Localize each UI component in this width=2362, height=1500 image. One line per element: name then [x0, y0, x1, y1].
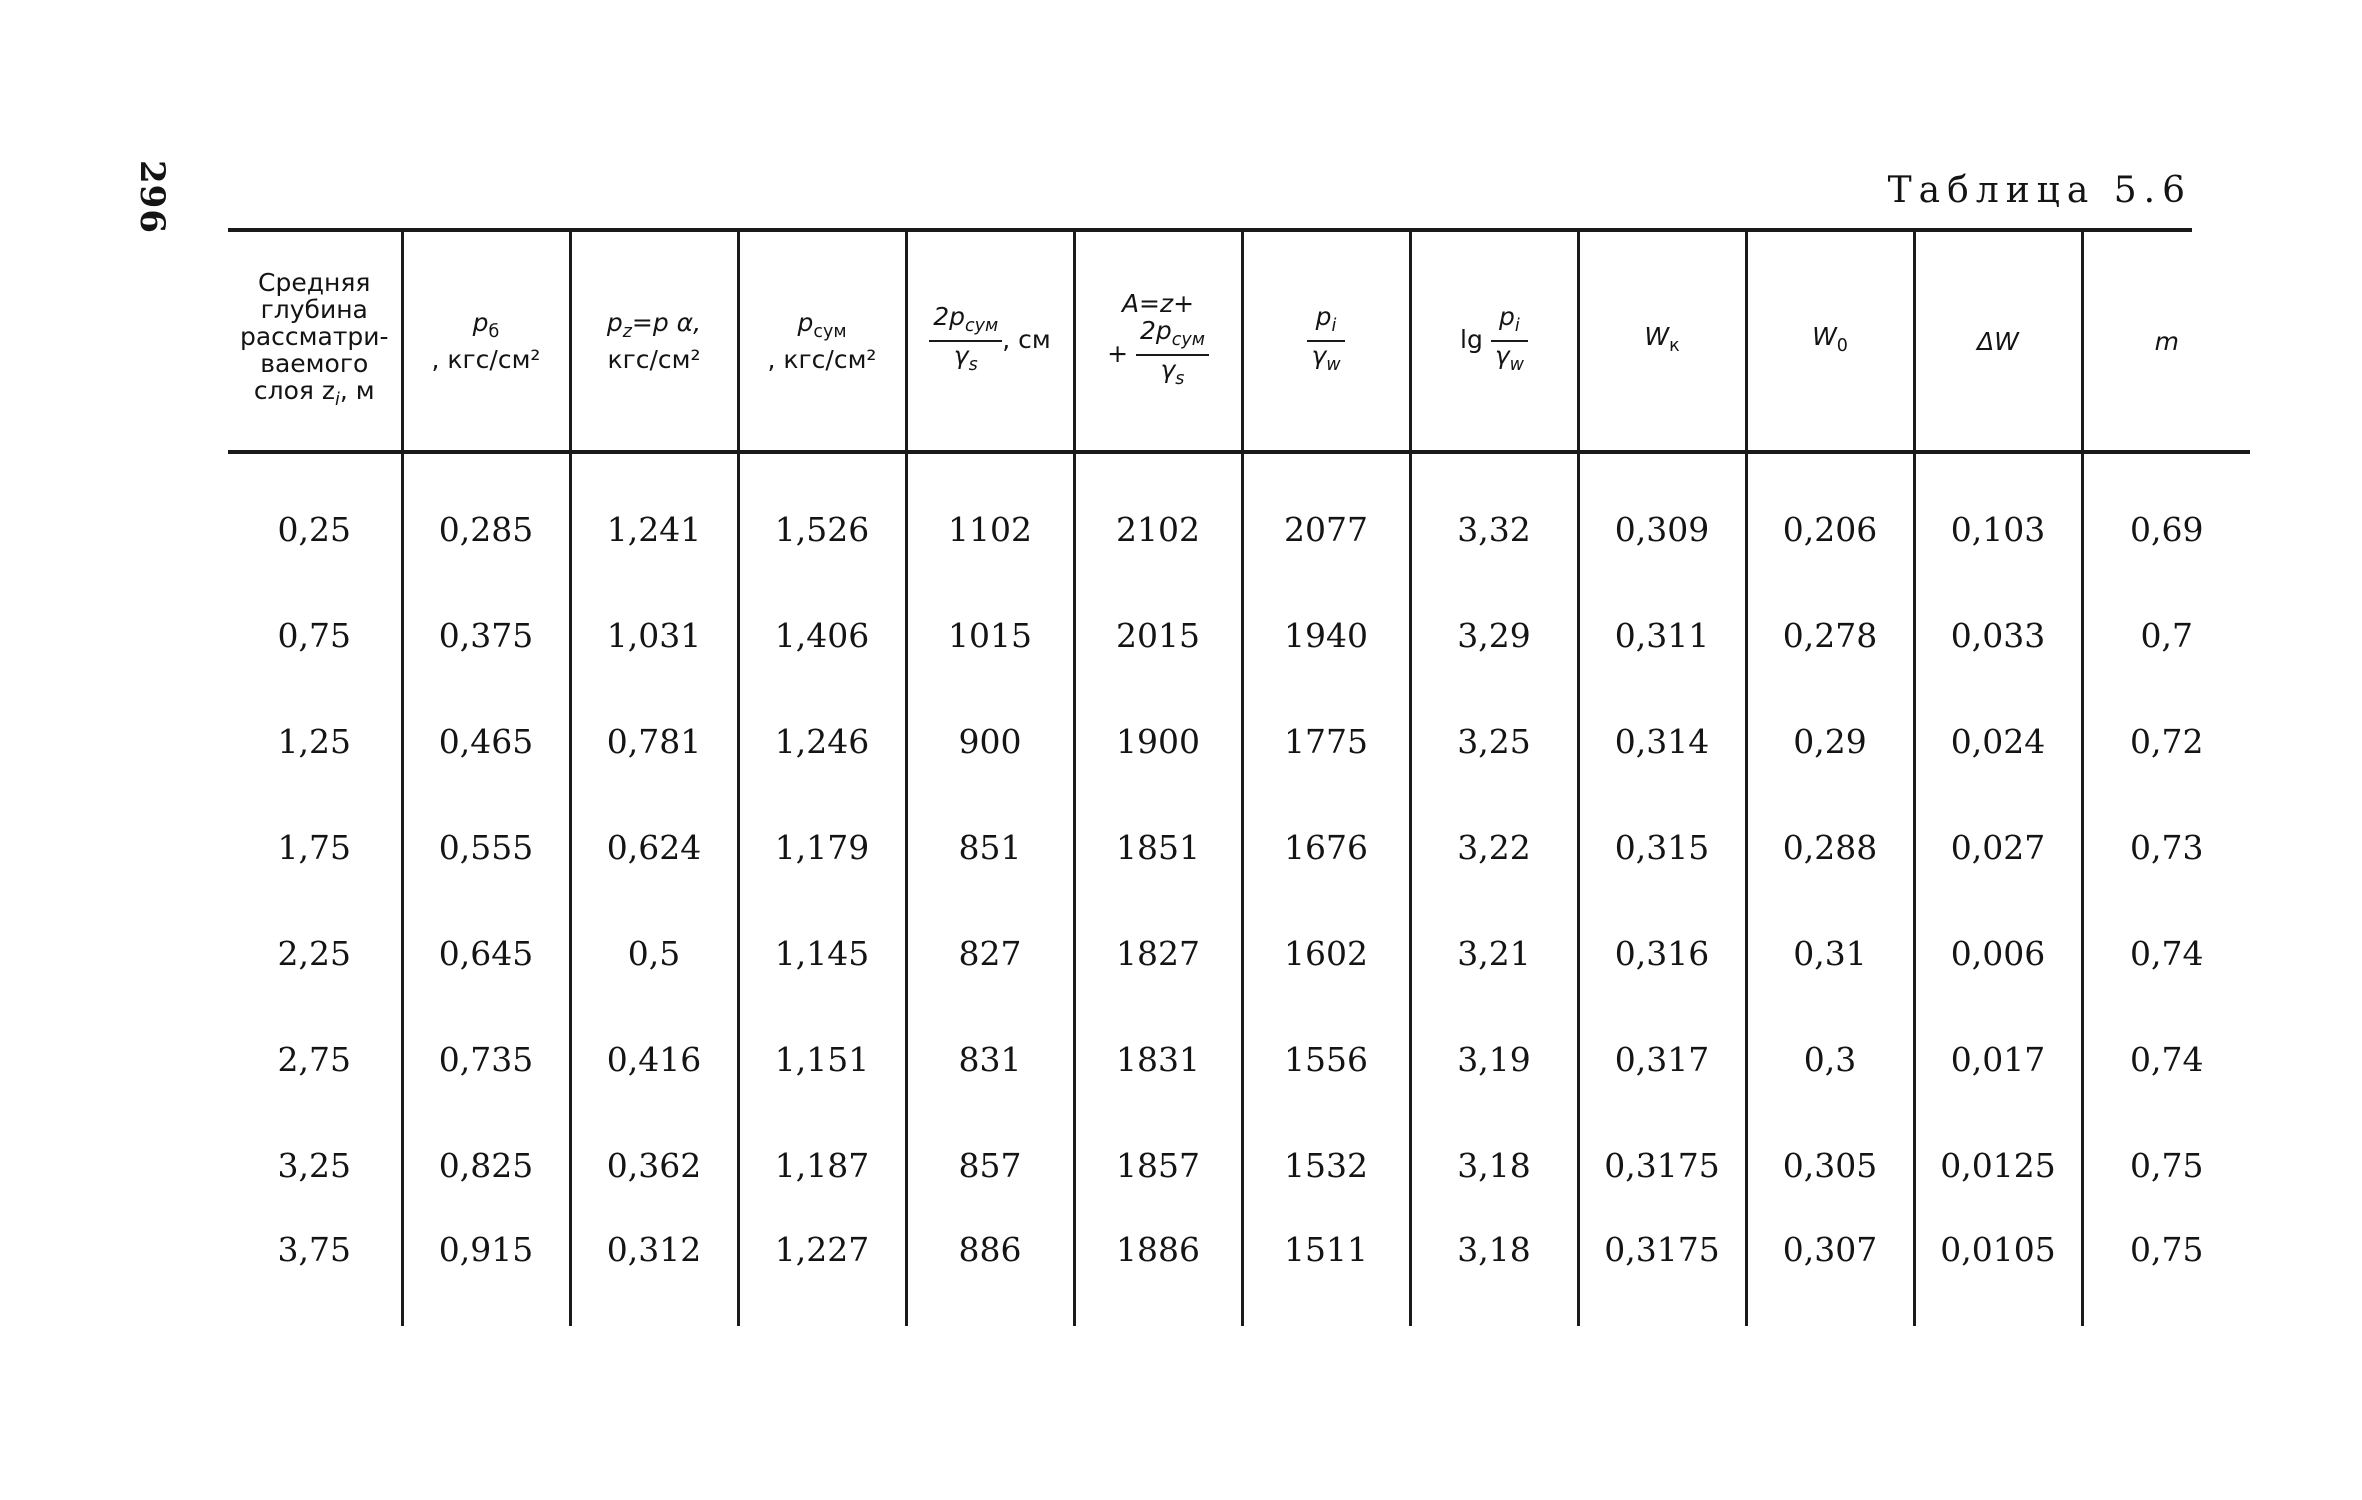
table-cell: 2015 — [1074, 582, 1242, 688]
table-cell: 0,0105 — [1914, 1218, 2082, 1326]
table-cell: 0,006 — [1914, 900, 2082, 1006]
table-cell: 0,825 — [402, 1112, 570, 1218]
header-p-sum: $p_{сум}$ , кгс/см² — [738, 232, 906, 452]
header-wk: $W_к$ — [1578, 232, 1746, 452]
table-cell: 2077 — [1242, 476, 1410, 582]
table-cell: 0,362 — [570, 1112, 738, 1218]
table-cell: 827 — [906, 900, 1074, 1006]
table-cell: 1532 — [1242, 1112, 1410, 1218]
table-cell: 0,103 — [1914, 476, 2082, 582]
table-row — [228, 1006, 2250, 1112]
data-table — [228, 232, 2250, 1326]
table-cell: 886 — [906, 1218, 1074, 1326]
table-cell: 3,19 — [1410, 1006, 1578, 1112]
table-cell: 3,18 — [1410, 1218, 1578, 1326]
table-cell: 0,309 — [1578, 476, 1746, 582]
table-cell: 1015 — [906, 582, 1074, 688]
table-cell: 2102 — [1074, 476, 1242, 582]
header-p-z: $p_z=p$ α, кгс/см² — [570, 232, 738, 452]
header-w0: $W_0$ — [1746, 232, 1914, 452]
table-cell: 1900 — [1074, 688, 1242, 794]
header-pi-yw: $\frac{p_i}{\gamma_w}$ — [1242, 232, 1410, 452]
table-cell: 0,555 — [402, 794, 570, 900]
table-cell: 0,465 — [402, 688, 570, 794]
table-cell: 0,645 — [402, 900, 570, 1006]
table-cell: 1,187 — [738, 1112, 906, 1218]
table-cell: 0,278 — [1746, 582, 1914, 688]
table-cell: 1102 — [906, 476, 1074, 582]
table-cell: 3,32 — [1410, 476, 1578, 582]
table-cell: 1,75 — [277, 827, 351, 867]
table-cell: 0,416 — [570, 1006, 738, 1112]
table-cell: 3,75 — [277, 1230, 351, 1269]
table-cell: 0,74 — [2082, 1006, 2250, 1112]
table-cell: 3,25 — [1410, 688, 1578, 794]
table-cell: 2,25 — [277, 933, 351, 973]
table-cell: 3,25 — [277, 1145, 351, 1185]
table-cell: 3,18 — [1410, 1112, 1578, 1218]
table-cell: 0,3 — [1746, 1006, 1914, 1112]
table-body — [228, 452, 2250, 1326]
table-cell: 0,311 — [1578, 582, 1746, 688]
table-cell: 1,179 — [738, 794, 906, 900]
header-p-b: $p_б$ , кгс/см² — [402, 232, 570, 452]
table-cell: 1,406 — [738, 582, 906, 688]
table-cell: 1775 — [1242, 688, 1410, 794]
table-cell: 0,317 — [1578, 1006, 1746, 1112]
header-row — [228, 232, 2250, 452]
table-cell: 0,73 — [2082, 794, 2250, 900]
header-ratio: $\frac{2p_{сум}}{\gamma_s}$ , см — [906, 232, 1074, 452]
table-cell: 1,227 — [738, 1218, 906, 1326]
table-cell: 0,74 — [2082, 900, 2250, 1006]
table-cell: 3,21 — [1410, 900, 1578, 1006]
table-row — [228, 794, 2250, 900]
table-row — [228, 1218, 2250, 1326]
table-cell: 1940 — [1242, 582, 1410, 688]
table-cell: 1,031 — [570, 582, 738, 688]
table-cell: 1851 — [1074, 794, 1242, 900]
spacer-row — [228, 452, 2250, 476]
table-cell: 900 — [906, 688, 1074, 794]
table-cell: 1,526 — [738, 476, 906, 582]
table-row — [228, 688, 2250, 794]
table-cell: 0,75 — [2082, 1112, 2250, 1218]
table-cell: 1676 — [1242, 794, 1410, 900]
table-cell: 1,246 — [738, 688, 906, 794]
table-cell: 1,241 — [570, 476, 738, 582]
table-cell: 1,145 — [738, 900, 906, 1006]
table-cell: 0,5 — [570, 900, 738, 1006]
table-cell: 0,915 — [402, 1218, 570, 1326]
table-cell: 2,75 — [277, 1039, 351, 1079]
table-cell: 0,315 — [1578, 794, 1746, 900]
table-cell: 0,75 — [2082, 1218, 2250, 1326]
table-cell: 0,781 — [570, 688, 738, 794]
table-cell: 0,027 — [1914, 794, 2082, 900]
header-A: A=z+ + $\frac{2p_{сум}}{\gamma_s}$ — [1074, 232, 1242, 452]
table-cell: 0,735 — [402, 1006, 570, 1112]
table-title: Таблица 5.6 — [1887, 170, 2192, 211]
table-cell: 1857 — [1074, 1112, 1242, 1218]
table-cell: 831 — [906, 1006, 1074, 1112]
table-cell: 3,22 — [1410, 794, 1578, 900]
table-cell: 851 — [906, 794, 1074, 900]
table-cell: 0,024 — [1914, 688, 2082, 794]
table-cell: 857 — [906, 1112, 1074, 1218]
table-cell: 0,314 — [1578, 688, 1746, 794]
header-m: m — [2082, 232, 2250, 452]
table-cell: 0,206 — [1746, 476, 1914, 582]
table-cell: 1511 — [1242, 1218, 1410, 1326]
table-cell: 0,75 — [277, 615, 351, 655]
table-cell: 0,69 — [2082, 476, 2250, 582]
table-cell: 0,316 — [1578, 900, 1746, 1006]
table-cell: 1827 — [1074, 900, 1242, 1006]
table-cell: 0,0125 — [1914, 1112, 2082, 1218]
table-cell: 1886 — [1074, 1218, 1242, 1326]
table-cell: 0,307 — [1746, 1218, 1914, 1326]
table-row — [228, 476, 2250, 582]
table-cell: 1,25 — [277, 721, 351, 761]
table-cell: 3,29 — [1410, 582, 1578, 688]
table-row — [228, 582, 2250, 688]
header-lg: lg $\frac{p_i}{\gamma_w}$ — [1410, 232, 1578, 452]
table-cell: 1556 — [1242, 1006, 1410, 1112]
table-cell: 1831 — [1074, 1006, 1242, 1112]
table-cell: 0,624 — [570, 794, 738, 900]
table-cell: 0,375 — [402, 582, 570, 688]
table-cell: 0,29 — [1746, 688, 1914, 794]
table-cell: 0,3175 — [1578, 1218, 1746, 1326]
header-dw: ΔW — [1914, 232, 2082, 452]
table-cell: 0,285 — [402, 476, 570, 582]
table-cell: 0,312 — [570, 1218, 738, 1326]
table-cell: 1602 — [1242, 900, 1410, 1006]
table-cell: 0,31 — [1746, 900, 1914, 1006]
table-cell: 0,72 — [2082, 688, 2250, 794]
table-cell: 0,288 — [1746, 794, 1914, 900]
table-cell: 0,017 — [1914, 1006, 2082, 1112]
table-cell: 1,151 — [738, 1006, 906, 1112]
table-cell: 0,305 — [1746, 1112, 1914, 1218]
table-cell: 0,7 — [2082, 582, 2250, 688]
table-cell: 0,3175 — [1578, 1112, 1746, 1218]
header-depth: Средняя глубина рассматри- ваемого слоя $z_i$, м — [239, 267, 389, 410]
table-cell: 0,25 — [277, 509, 351, 549]
table-cell: 0,033 — [1914, 582, 2082, 688]
page-number: 296 — [132, 160, 172, 234]
table-row — [228, 1112, 2250, 1218]
table-row — [228, 900, 2250, 1006]
